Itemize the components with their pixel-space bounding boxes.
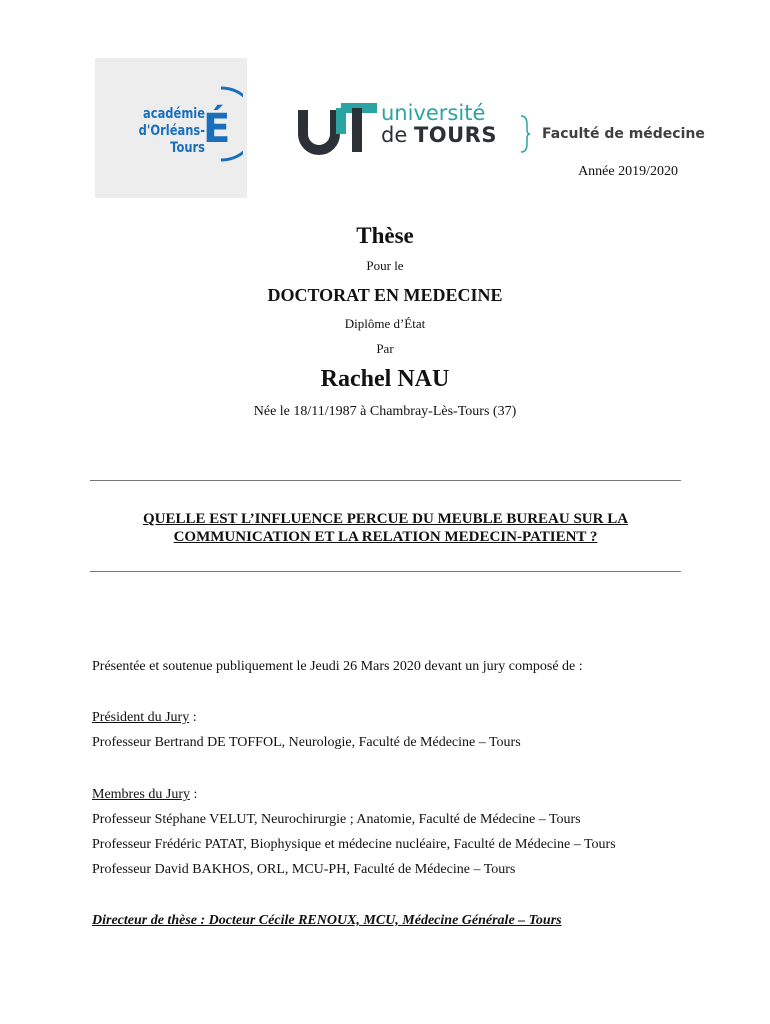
divider-bottom — [90, 571, 681, 572]
thesis-director: Directeur de thèse : Docteur Cécile RENOUX, MCU, Médecine Générale – Tours — [92, 913, 562, 928]
degree-title: DOCTORAT EN MEDECINE — [267, 285, 503, 305]
academie-line1: académie — [143, 106, 205, 122]
academie-letter: É — [203, 106, 231, 152]
author-birth: Née le 18/11/1987 à Chambray-Lès-Tours (37) — [253, 404, 517, 419]
defense-statement: Présentée et soutenue publiquement le Jeudi 26 Mars 2020 devant un jury composé de : — [92, 659, 583, 674]
author-name: Rachel NAU — [320, 366, 450, 392]
thesis-title-line2: COMMUNICATION ET LA RELATION MEDECIN-PATIENT ? — [173, 529, 598, 545]
members-heading: Membres du Jury : — [92, 787, 198, 802]
universite-line2: de TOURS — [381, 123, 497, 147]
universite-logo — [297, 100, 707, 160]
universite-wordmark — [381, 102, 497, 146]
thesis-title — [90, 510, 681, 546]
jury-member: Professeur Stéphane VELUT, Neurochirurgie ; Anatomie, Faculté de Médecine – Tours — [92, 812, 581, 827]
par-text: Par — [376, 341, 394, 356]
diploma-text: Diplôme d’État — [344, 316, 426, 331]
president-heading: Président du Jury : — [92, 710, 197, 725]
jury-member: Professeur Frédéric PATAT, Biophysique et médecine nucléaire, Faculté de Médecine – Tours — [92, 837, 616, 852]
brace-icon — [519, 114, 531, 154]
faculte-label: Faculté de médecine — [542, 126, 705, 142]
thesis-title-line1: QUELLE EST L’INFLUENCE PERCUE DU MEUBLE BUREAU SUR LA — [142, 511, 629, 527]
academie-logo — [95, 58, 247, 198]
universite-line1: université — [381, 101, 486, 125]
pour-le-text: Pour le — [366, 258, 404, 273]
academie-e-icon — [199, 84, 243, 164]
academie-logo-text — [115, 106, 205, 157]
ut-monogram-icon — [297, 100, 379, 156]
jury-member: Professeur David BAKHOS, ORL, MCU-PH, Faculté de Médecine – Tours — [92, 862, 516, 877]
academic-year: Année 2019/2020 — [578, 164, 678, 179]
divider-top — [90, 480, 681, 481]
president-name: Professeur Bertrand DE TOFFOL, Neurologie, Faculté de Médecine – Tours — [92, 735, 521, 750]
document-type-title: Thèse — [356, 223, 414, 248]
academie-line2: d'Orléans-Tours — [138, 123, 205, 156]
